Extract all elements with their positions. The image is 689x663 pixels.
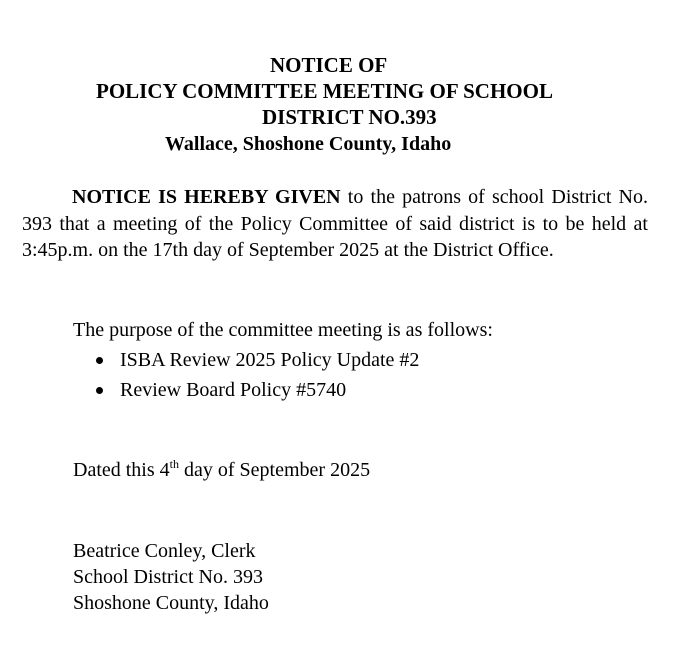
notice-lead: NOTICE IS HEREBY GIVEN	[72, 186, 341, 208]
purpose-list	[92, 345, 419, 405]
bullet-icon	[96, 387, 103, 394]
list-item	[92, 375, 419, 405]
notice-paragraph	[22, 184, 648, 264]
notice-body: to the patrons of school District No. 393 that a meeting of the Policy Committee of said district is to be held at 3:45p.m. on the 17th day of September 2025 at the District Office.	[22, 186, 648, 261]
dated-ordinal: th	[169, 457, 179, 471]
signature-location: Shoshone County, Idaho	[73, 592, 269, 614]
signature-name: Beatrice Conley, Clerk	[73, 540, 256, 562]
purpose-intro: The purpose of the committee meeting is as follows:	[73, 319, 493, 341]
dated-line	[73, 457, 370, 483]
signature-block	[73, 538, 269, 616]
bullet-icon	[96, 357, 103, 364]
heading-line-2: POLICY COMMITTEE MEETING OF SCHOOL	[96, 79, 553, 103]
signature-district: School District No. 393	[73, 566, 263, 588]
purpose-item-2: Review Board Policy #5740	[120, 379, 347, 401]
heading-line-1: NOTICE OF	[270, 53, 388, 77]
purpose-item-1: ISBA Review 2025 Policy Update #2	[120, 349, 420, 371]
list-item	[92, 345, 419, 375]
heading-location: Wallace, Shoshone County, Idaho	[165, 133, 452, 155]
heading-line-3: DISTRICT NO.393	[262, 105, 437, 129]
dated-suffix: day of September 2025	[179, 459, 371, 481]
dated-prefix: Dated this 4	[73, 459, 170, 481]
